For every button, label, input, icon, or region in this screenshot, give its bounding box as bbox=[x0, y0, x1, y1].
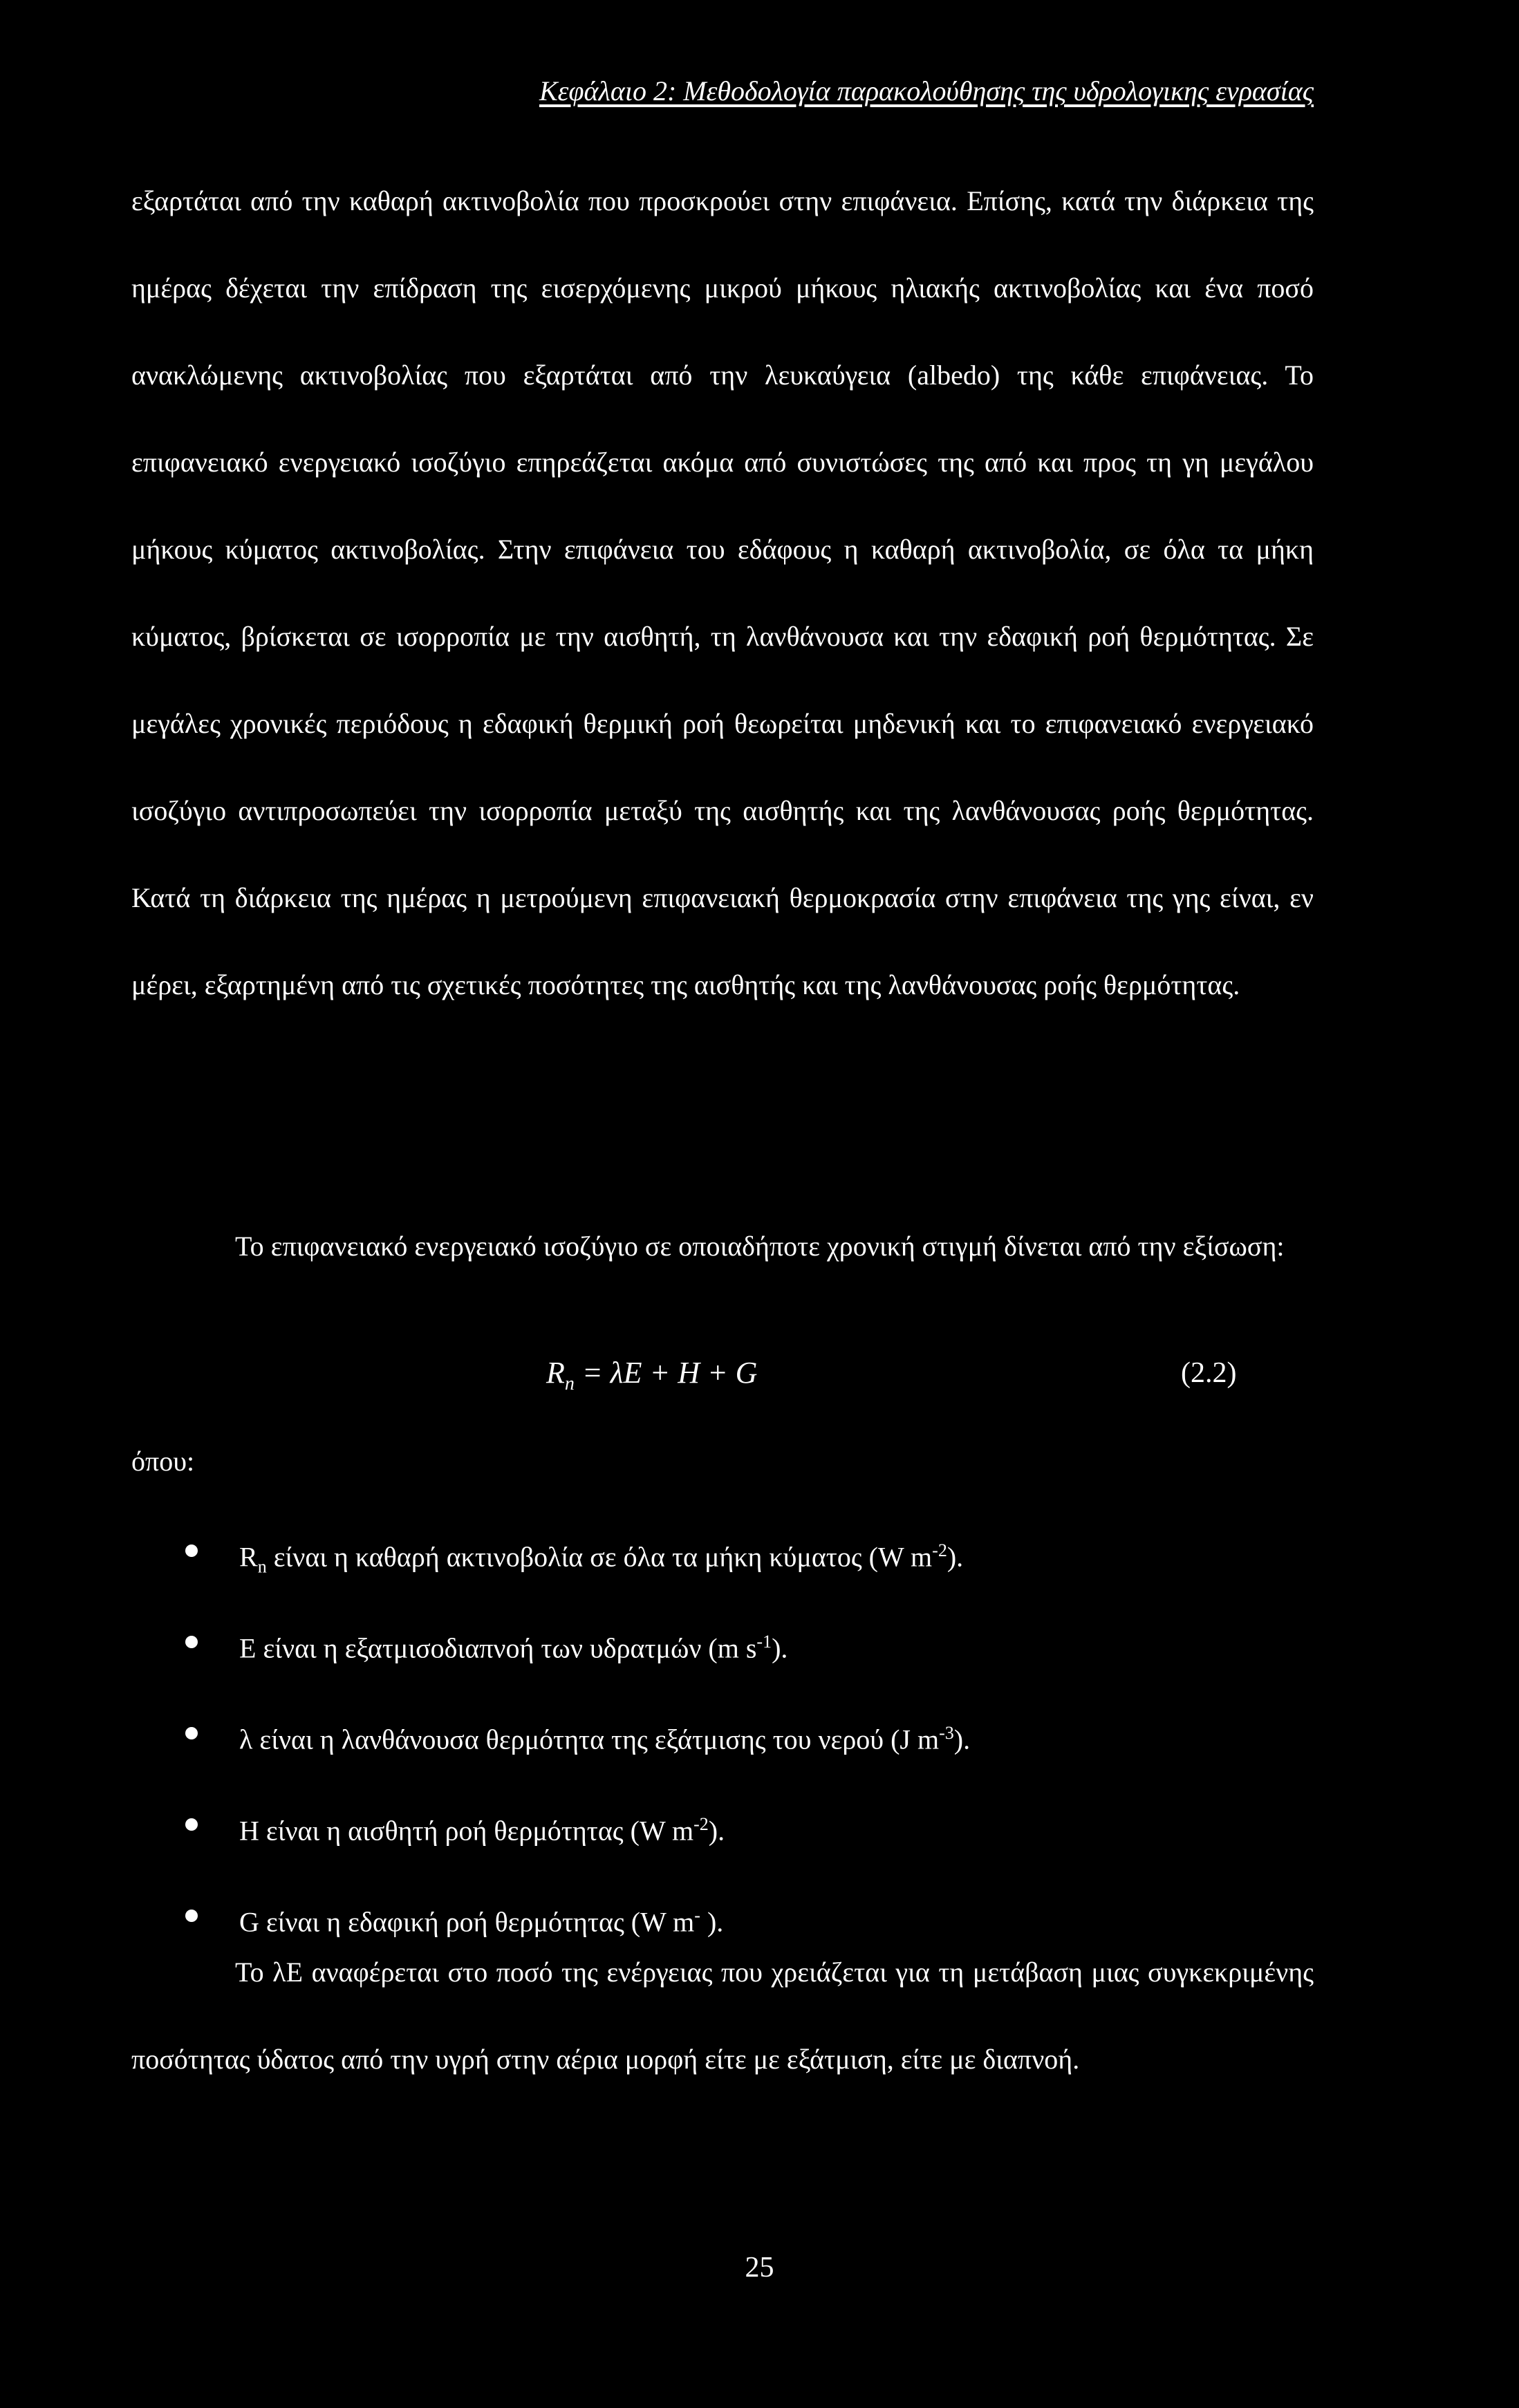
where-label: όπου: bbox=[131, 1446, 195, 1477]
definition-text bbox=[239, 1710, 970, 1762]
definition-superscript: -2 bbox=[932, 1540, 947, 1560]
definition-tail: ). bbox=[772, 1632, 788, 1664]
definitions-list bbox=[0, 1528, 1519, 1984]
running-header: Κεφάλαιο 2: Μεθοδολογία παρακολούθησης της υδρολογικης ενρασίας bbox=[539, 75, 1314, 106]
definition-body: είναι η εδαφική ροή θερμότητας (W m bbox=[259, 1906, 695, 1938]
equation-rhs: = λE + H + G bbox=[574, 1356, 758, 1390]
definition-text bbox=[239, 1619, 788, 1671]
definition-superscript: -2 bbox=[693, 1814, 709, 1834]
bullet-icon bbox=[185, 1910, 198, 1922]
definition-superscript: -3 bbox=[939, 1723, 954, 1743]
definition-text bbox=[239, 1528, 963, 1589]
definition-symbol: H bbox=[239, 1815, 259, 1847]
bullet-icon bbox=[185, 1818, 198, 1831]
definition-item bbox=[0, 1528, 1519, 1619]
page-number: 25 bbox=[745, 2252, 774, 2284]
definition-symbol: λ bbox=[239, 1724, 253, 1755]
definition-tail: ). bbox=[947, 1541, 964, 1573]
bullet-icon bbox=[185, 1544, 198, 1557]
definition-text bbox=[239, 1802, 725, 1854]
definition-tail: ). bbox=[953, 1724, 971, 1755]
definition-symbol: R bbox=[239, 1541, 258, 1573]
paragraph-energy-balance-intro: εξαρτάται από την καθαρή ακτινοβολία που προσκρούει στην επιφάνεια. Επίσης, κατά την διάρκεια της ημέρας δέχεται την επίδραση της εισερχόμενης μικρού μήκους ηλιακής ακτινοβολίας και ένα ποσό ανακλώμενης ακτινοβολίας που εξαρτάται από την λευκαύγεια (albedo) της κάθε επιφάνειας. Το επιφανειακό ενεργειακό ισοζύγιο επηρεάζεται ακόμα από συνιστώσες της από και προς τη γη μεγάλου μήκους κύματος ακτινοβολίας. Στην επιφάνεια του εδάφους η καθαρή ακτινοβολία, σε όλα τα μήκη κύματος, βρίσκεται σε ισορροπία με την αισθητή, τη λανθάνουσα και την εδαφική ροή θερμότητας. Σε μεγάλες χρονικές περιόδους η εδαφική θερμική ροή θεωρείται μηδενική και το επιφανειακό ενεργειακό ισοζύγιο αντιπροσωπεύει την ισορροπία μεταξύ της αισθητής και της λανθάνουσας ροής θερμότητας. Κατά τη διάρκεια της ημέρας η μετρούμενη επιφανειακή θερμοκρασία στην επιφάνεια της γης είναι, εν μέρει, εξαρτημένη από τις σχετικές ποσότητες της αισθητής και της λανθάνουσας ροής θερμότητας. bbox=[131, 185, 1314, 1000]
equation-number: (2.2) bbox=[1181, 1357, 1237, 1389]
equation-lhs-subscript: n bbox=[564, 1372, 575, 1394]
definition-item bbox=[0, 1619, 1519, 1710]
definition-superscript: - bbox=[694, 1905, 700, 1925]
energy-balance-equation bbox=[546, 1355, 757, 1395]
paragraph-equation-intro-text: Το επιφανειακό ενεργειακό ισοζύγιο σε οποιαδήποτε χρονική στιγμή δίνεται από την εξίσωση: bbox=[235, 1231, 1285, 1262]
definition-subscript: n bbox=[257, 1556, 267, 1577]
definition-tail: ). bbox=[708, 1815, 725, 1847]
equation-lhs-symbol: R bbox=[546, 1356, 565, 1390]
paragraph-latent-heat-text: Το λE αναφέρεται στο ποσό της ενέργειας που χρειάζεται για τη μετάβαση μιας συγκεκριμένης ποσότητας ύδατος από την υγρή στην αέρια μορφή είτε με εξάτμιση, είτε με διαπνοή. bbox=[131, 1957, 1314, 2075]
paragraph-latent-heat bbox=[131, 1929, 1314, 2103]
bullet-icon bbox=[185, 1636, 198, 1648]
paragraph-equation-intro bbox=[131, 1203, 1314, 1290]
bullet-icon bbox=[185, 1727, 198, 1739]
definition-superscript: -1 bbox=[756, 1632, 772, 1652]
definition-symbol: G bbox=[239, 1906, 259, 1938]
definition-item bbox=[0, 1710, 1519, 1802]
definition-tail: ). bbox=[700, 1906, 724, 1938]
definition-body: είναι η αισθητή ροή θερμότητας (W m bbox=[259, 1815, 694, 1847]
definition-item bbox=[0, 1802, 1519, 1893]
definition-symbol: E bbox=[239, 1632, 257, 1664]
definition-body: είναι η εξατμισοδιαπνοή των υδρατμών (m s bbox=[256, 1632, 757, 1664]
definition-body: είναι η λανθάνουσα θερμότητα της εξάτμισης του νερού (J m bbox=[252, 1724, 940, 1755]
definition-body: είναι η καθαρή ακτινοβολία σε όλα τα μήκη κύματος (W m bbox=[266, 1541, 933, 1573]
